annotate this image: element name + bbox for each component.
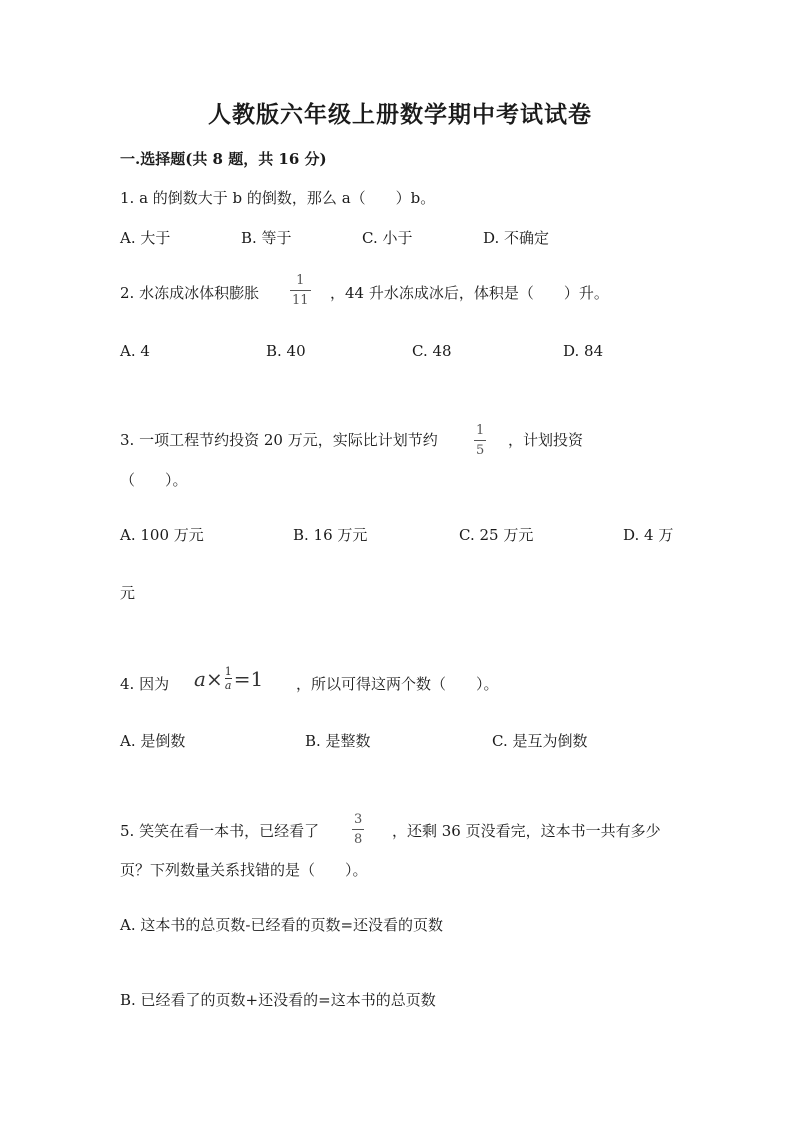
equation-fraction-denominator: a	[224, 679, 232, 692]
question-3-text-cont: ，计划投资	[508, 431, 584, 449]
equation-var-a: a	[194, 666, 206, 691]
q3-option-c: C. 25 万元	[459, 526, 534, 544]
question-2-text: 2. 水冻成冰体积膨胀	[120, 284, 260, 302]
q3-fraction	[474, 423, 486, 458]
question-3-text-line2: （ ）。	[120, 471, 188, 489]
equation-fraction-numerator: 1	[224, 665, 232, 678]
q3-option-d: D. 4 万	[623, 526, 674, 544]
q3-fraction-denominator: 5	[476, 443, 485, 458]
equation-fraction	[225, 666, 232, 691]
q4-option-c: C. 是互为倒数	[492, 732, 588, 750]
q2-fraction	[290, 273, 311, 308]
times-sign: ×	[205, 666, 223, 691]
question-4-text-cont: ，所以可得这两个数（ ）。	[296, 675, 499, 693]
fraction-bar	[474, 440, 486, 441]
q2-option-d: D. 84	[563, 342, 604, 360]
q5-fraction-denominator: 8	[354, 832, 363, 847]
q1-option-c: C. 小于	[362, 229, 413, 247]
q1-option-d: D. 不确定	[483, 229, 550, 247]
question-5-text-cont: ，还剩 36 页没看完，这本书一共有多少	[392, 822, 661, 840]
fraction-bar	[352, 829, 364, 830]
q2-option-a: A. 4	[120, 342, 150, 360]
fraction-bar	[290, 290, 311, 291]
q1-option-b: B. 等于	[241, 229, 292, 247]
question-5-text: 5. 笑笑在看一本书，已经看了	[120, 822, 320, 840]
q4-option-b: B. 是整数	[305, 732, 371, 750]
question-4-text: 4. 因为	[120, 675, 170, 693]
q2-fraction-denominator: 11	[292, 293, 309, 308]
q3-option-b: B. 16 万元	[293, 526, 368, 544]
q3-option-a: A. 100 万元	[120, 526, 204, 544]
q3-option-d-wrap: 元	[120, 584, 136, 602]
q5-fraction-numerator: 3	[354, 812, 363, 827]
equation-result: =1	[233, 666, 264, 691]
question-3-text: 3. 一项工程节约投资 20 万元，实际比计划节约	[120, 431, 438, 449]
question-5-text-line2: 页？下列数量关系找错的是（ ）。	[120, 861, 368, 879]
section-heading: 一.选择题(共 8 题，共 16 分)	[120, 150, 327, 168]
q2-option-b: B. 40	[266, 342, 306, 360]
q4-equation	[194, 666, 263, 691]
q4-option-a: A. 是倒数	[120, 732, 186, 750]
q5-option-b: B. 已经看了的页数+还没看的=这本书的总页数	[120, 991, 436, 1009]
exam-title: 人教版六年级上册数学期中考试试卷	[208, 101, 592, 128]
q3-fraction-numerator: 1	[476, 423, 485, 438]
q5-option-a: A. 这本书的总页数-已经看的页数=还没看的页数	[120, 916, 444, 934]
q5-fraction	[352, 812, 364, 847]
question-2-text-cont: ，44 升水冻成冰后，体积是（ ）升。	[330, 284, 609, 302]
question-1-text: 1. a 的倒数大于 b 的倒数，那么 a（ ）b。	[120, 189, 436, 207]
q2-fraction-numerator: 1	[296, 273, 305, 288]
q1-option-a: A. 大于	[120, 229, 171, 247]
q2-option-c: C. 48	[412, 342, 452, 360]
